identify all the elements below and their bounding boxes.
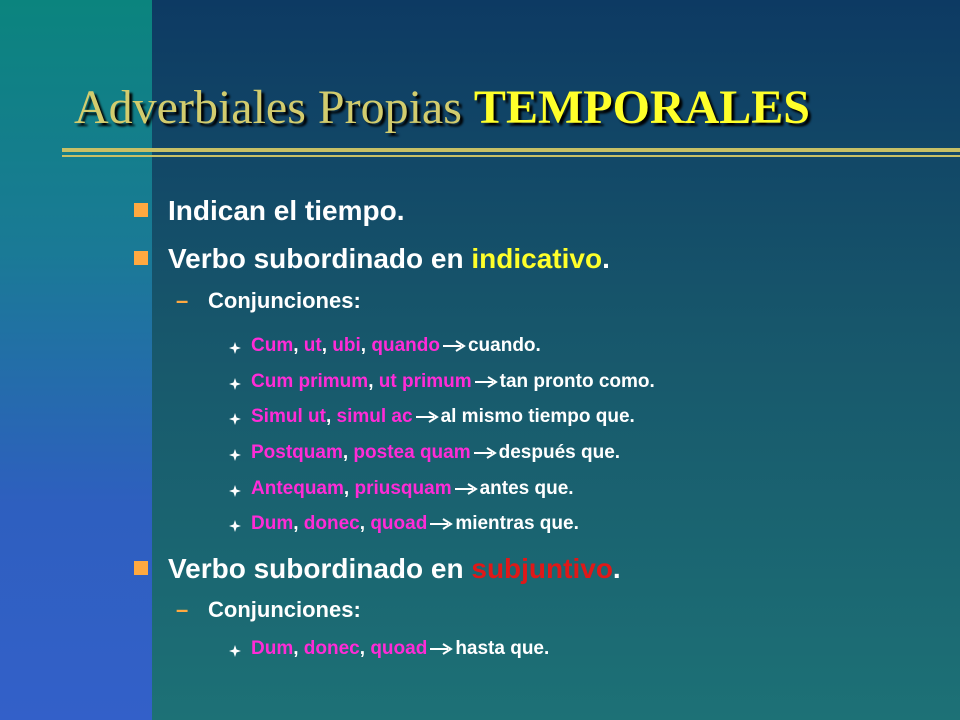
diamond-bullet-icon	[229, 412, 241, 424]
separator: ,	[293, 638, 304, 659]
separator: ,	[368, 371, 379, 392]
latin-conjunction: ut	[303, 335, 322, 356]
right-arrow-icon	[415, 410, 439, 424]
arrow-wrapper	[440, 335, 468, 356]
arrow-wrapper	[472, 371, 500, 392]
separator: ,	[325, 406, 337, 427]
latin-conjunction: Cum	[251, 335, 294, 356]
conjunciones-label: Conjunciones:	[208, 288, 361, 313]
latin-conjunction: Antequam	[251, 478, 344, 499]
spanish-meaning: al mismo tiempo que.	[440, 406, 635, 427]
diamond-bullet-icon	[229, 377, 241, 389]
dash-bullet-icon: –	[176, 288, 189, 313]
arrow-wrapper	[471, 442, 499, 463]
spanish-meaning: mientras que.	[455, 513, 579, 534]
latin-conjunction: Cum primum	[251, 371, 369, 392]
conjunciones-label-2: Conjunciones:	[208, 597, 361, 622]
arrow-wrapper	[427, 513, 455, 534]
spanish-meaning: cuando.	[467, 335, 541, 356]
bullet-indicativo-highlight: indicativo	[471, 243, 603, 274]
right-arrow-icon	[474, 375, 498, 389]
latin-conjunction: Postquam	[251, 442, 343, 463]
spanish-meaning: antes que.	[479, 478, 574, 499]
diamond-bullet-icon	[229, 644, 241, 656]
square-bullet-icon	[134, 561, 148, 575]
separator: ,	[360, 335, 372, 356]
title-part1: Adverbiales Propias	[74, 81, 474, 134]
latin-conjunction: donec	[303, 513, 360, 534]
spanish-meaning: tan pronto como.	[499, 371, 655, 392]
bullet-indican: Indican el tiempo.	[168, 195, 405, 226]
separator: ,	[293, 513, 304, 534]
diamond-bullet-icon	[229, 484, 241, 496]
arrow-wrapper	[413, 406, 441, 427]
right-arrow-icon	[442, 339, 466, 353]
latin-conjunction: simul ac	[336, 406, 413, 427]
latin-conjunction: Dum	[251, 638, 294, 659]
separator: ,	[321, 335, 333, 356]
square-bullet-icon	[134, 251, 148, 265]
bullet-subjuntivo-highlight: subjuntivo	[471, 553, 613, 584]
latin-conjunction: priusquam	[354, 478, 452, 499]
bullet-subjuntivo	[168, 552, 621, 586]
latin-conjunction: ubi	[332, 335, 361, 356]
conjunction-item	[251, 334, 541, 358]
conjunction-item	[251, 405, 635, 429]
separator: ,	[293, 335, 304, 356]
right-arrow-icon	[454, 482, 478, 496]
conjunction-item	[251, 512, 579, 536]
conjunction-item	[251, 477, 574, 501]
diamond-bullet-icon	[229, 341, 241, 353]
separator: ,	[359, 513, 371, 534]
diamond-bullet-icon	[229, 519, 241, 531]
right-arrow-icon	[429, 517, 453, 531]
bullet-indicativo-post: .	[602, 243, 610, 274]
right-arrow-icon	[429, 642, 453, 656]
right-arrow-icon	[473, 446, 497, 460]
latin-conjunction: ut primum	[378, 371, 472, 392]
conjunction-item	[251, 637, 549, 661]
latin-conjunction: quoad	[370, 638, 428, 659]
arrow-wrapper	[452, 478, 480, 499]
latin-conjunction: quando	[371, 335, 440, 356]
conjunction-item	[251, 441, 620, 465]
bullet-indicativo	[168, 242, 610, 276]
dash-bullet-icon: –	[176, 597, 189, 622]
conjunction-item	[251, 370, 655, 394]
title-part2: TEMPORALES	[473, 81, 810, 134]
latin-conjunction: Simul ut	[251, 406, 326, 427]
bullet-subjuntivo-pre: Verbo subordinado en	[168, 553, 472, 584]
bullet-subjuntivo-post: .	[612, 553, 621, 584]
separator: ,	[342, 442, 354, 463]
separator: ,	[359, 638, 371, 659]
spanish-meaning: hasta que.	[455, 638, 550, 659]
separator: ,	[343, 478, 355, 499]
latin-conjunction: donec	[303, 638, 360, 659]
bullet-indicativo-pre: Verbo subordinado en	[168, 243, 472, 274]
title-underline-thin	[62, 155, 960, 157]
slide-title	[74, 78, 810, 138]
latin-conjunction: Dum	[251, 513, 294, 534]
latin-conjunction: quoad	[370, 513, 428, 534]
diamond-bullet-icon	[229, 448, 241, 460]
spanish-meaning: después que.	[498, 442, 621, 463]
square-bullet-icon	[134, 203, 148, 217]
latin-conjunction: postea quam	[353, 442, 471, 463]
arrow-wrapper	[427, 638, 455, 659]
title-underline	[62, 148, 960, 152]
